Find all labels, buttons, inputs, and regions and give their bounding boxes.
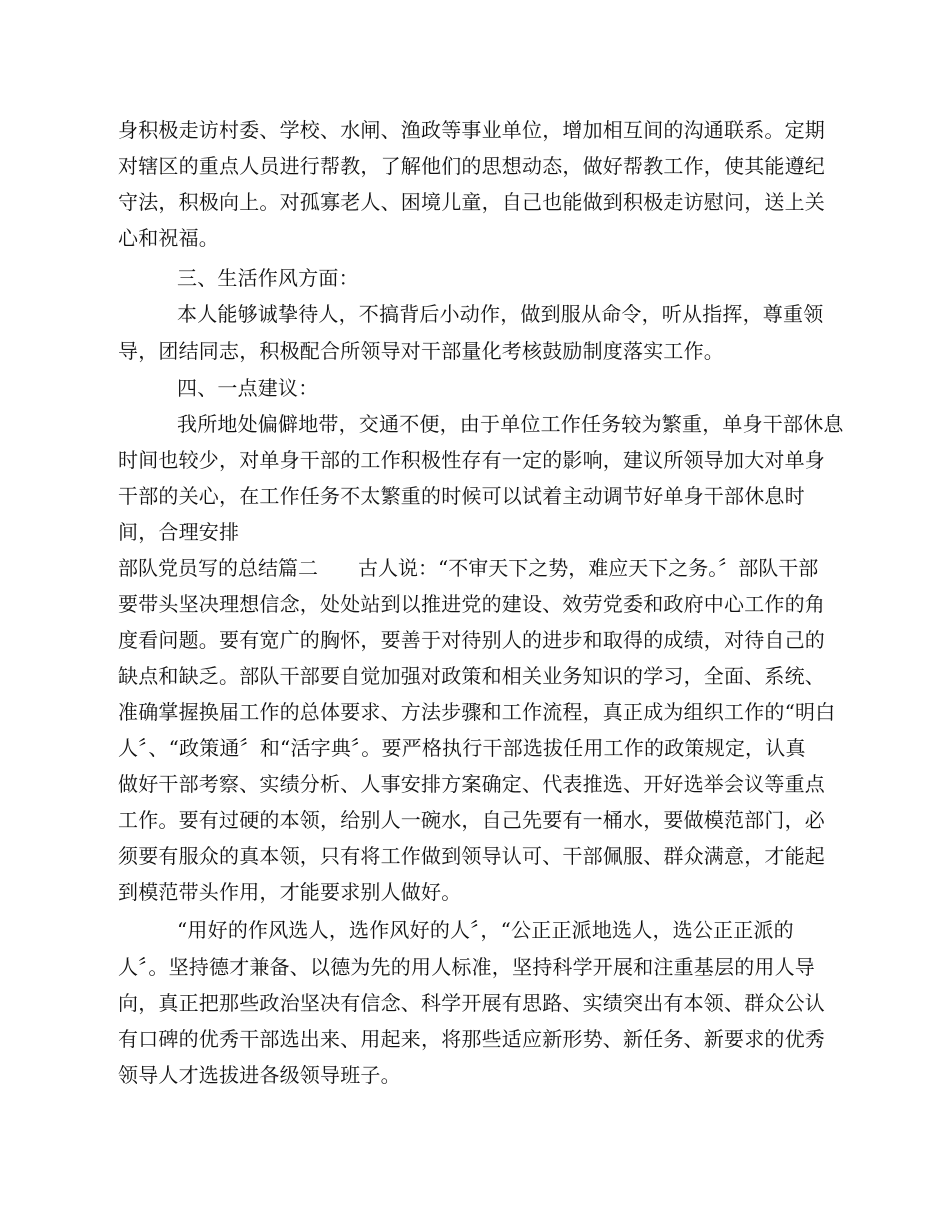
paragraph-line: 间，合理安排 bbox=[118, 520, 240, 544]
paragraph-line: 干部的关心，在工作任务不太繁重的时候可以试着主动调节好单身干部休息时 bbox=[118, 484, 805, 508]
paragraph-line: 心和祝福。 bbox=[118, 226, 219, 250]
section-heading: 四、一点建议： bbox=[177, 376, 319, 400]
paragraph-line: 缺点和缺乏。部队干部要自觉加强对政策和相关业务知识的学习，全面、系统、 bbox=[118, 664, 825, 688]
paragraph-line: 守法，积极向上。对孤寡老人、困境儿童，自己也能做到积极走访慰问，送上关 bbox=[118, 190, 825, 214]
paragraph-line: 我所地处偏僻地带，交通不便，由于单位工作任务较为繁重，单身干部休息 bbox=[177, 412, 844, 436]
paragraph-line: 人〞、“政策通〞和“活字典〞。要严格执行干部选拔任用工作的政策规定，认真 bbox=[118, 736, 806, 760]
paragraph-line: 人〞。坚持德才兼备、以德为先的用人标准，坚持科学开展和注重基层的用人导 bbox=[118, 955, 815, 979]
paragraph-line: 度看问题。要有宽广的胸怀，要善于对待别人的进步和取得的成绩，对待自己的 bbox=[118, 628, 825, 652]
paragraph-line: 时间也较少，对单身干部的工作积极性存有一定的影响，建议所领导加大对单身 bbox=[118, 448, 825, 472]
paragraph-line: 有口碑的优秀干部选出来、用起来，将那些适应新形势、新任务、新要求的优秀 bbox=[118, 1027, 825, 1051]
section-title-line: 部队党员写的总结篇二 古人说：“不审天下之势，难应天下之务。〞部队干部 bbox=[118, 556, 819, 580]
paragraph-line: 做好干部考察、实绩分析、人事安排方案确定、代表推选、开好选举会议等重点 bbox=[118, 772, 825, 796]
paragraph-line: 准确掌握换届工作的总体要求、方法步骤和工作流程，真正成为组织工作的“明白 bbox=[118, 700, 836, 724]
paragraph-line: 到模范带头作用，才能要求别人做好。 bbox=[118, 880, 462, 904]
paragraph-line: 导，团结同志，积极配合所领导对干部量化考核鼓励制度落实工作。 bbox=[118, 339, 724, 363]
section-heading: 三、生活作风方面： bbox=[177, 266, 359, 290]
paragraph-line: 领导人才选拔进各级领导班子。 bbox=[118, 1063, 401, 1087]
paragraph-line: 向，真正把那些政治坚决有信念、科学开展有思路、实绩突出有本领、群众公认 bbox=[118, 991, 825, 1015]
paragraph-line: 本人能够诚挚待人，不搞背后小动作，做到服从命令，听从指挥，尊重领 bbox=[177, 302, 824, 326]
paragraph-line: 要带头坚决理想信念，处处站到以推进党的建设、效劳党委和政府中心工作的角 bbox=[118, 592, 825, 616]
paragraph-line: “用好的作风选人，选作风好的人〞，“公正正派地选人，选公正正派的 bbox=[177, 918, 794, 942]
paragraph-line: 身积极走访村委、学校、水闸、渔政等事业单位，增加相互间的沟通联系。定期 bbox=[118, 118, 825, 142]
paragraph-line: 对辖区的重点人员进行帮教，了解他们的思想动态，做好帮教工作，使其能遵纪 bbox=[118, 154, 825, 178]
paragraph-line: 工作。要有过硬的本领，给别人一碗水，自己先要有一桶水，要做模范部门，必 bbox=[118, 808, 825, 832]
paragraph-line: 须要有服众的真本领，只有将工作做到领导认可、干部佩服、群众满意，才能起 bbox=[118, 844, 825, 868]
